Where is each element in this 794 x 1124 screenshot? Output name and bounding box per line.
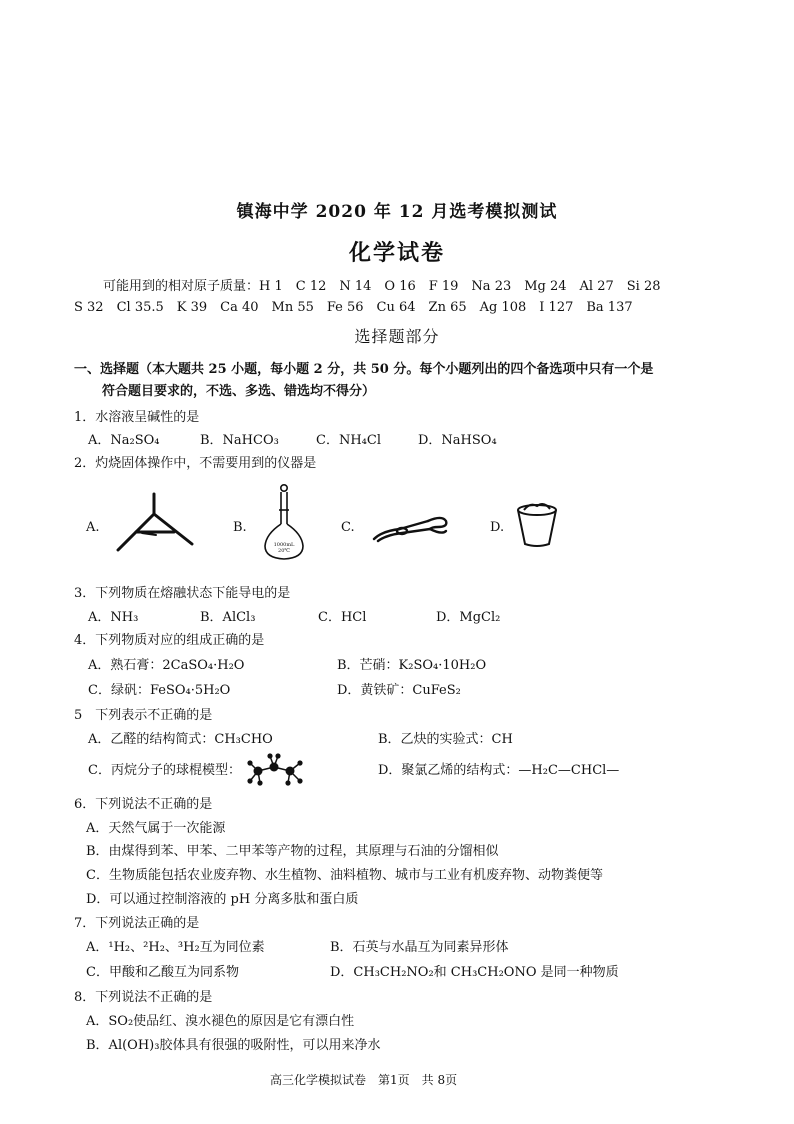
q3-stem: 3．下列物质在熔融状态下能导电的是 bbox=[74, 586, 291, 601]
q8-option-b: B．Al(OH)₃胶体具有很强的吸附性，可以用来净水 bbox=[86, 1038, 381, 1053]
q4-option-d: D．黄铁矿：CuFeS₂ bbox=[337, 683, 461, 698]
q1-option-b: B．NaHCO₃ bbox=[200, 433, 279, 448]
section-title: 选择题部分 bbox=[354, 327, 440, 346]
q2-option-c: C. bbox=[341, 520, 355, 535]
q3-option-b: B．AlCl₃ bbox=[200, 610, 256, 625]
q5-option-a: A．乙醛的结构简式：CH₃CHO bbox=[88, 732, 273, 747]
q4-stem: 4．下列物质对应的组成正确的是 bbox=[74, 633, 265, 648]
q4-option-c: C．绿矾：FeSO₄·5H₂O bbox=[88, 683, 231, 698]
q7-option-b: B．石英与水晶互为同素异形体 bbox=[330, 940, 509, 955]
q3-option-d: D．MgCl₂ bbox=[436, 610, 501, 625]
q6-stem: 6．下列说法不正确的是 bbox=[74, 797, 213, 812]
q7-option-d: D．CH₃CH₂NO₂和 CH₃CH₂ONO 是同一种物质 bbox=[330, 965, 619, 980]
q6-option-d: D．可以通过控制溶液的 pH 分离多肽和蛋白质 bbox=[86, 892, 359, 907]
q7-option-a: A．¹H₂、²H₂、³H₂互为同位素 bbox=[86, 940, 265, 955]
q5-option-b: B．乙炔的实验式：CH bbox=[378, 732, 513, 747]
q1-stem: 1．水溶液呈碱性的是 bbox=[74, 410, 200, 425]
q8-stem: 8．下列说法不正确的是 bbox=[74, 990, 213, 1005]
atomic-mass-line1: 可能用到的相对原子质量：H 1 C 12 N 14 O 16 F 19 Na 23 Mg 24 Al 27 Si 28 bbox=[103, 279, 661, 294]
instructions-line1: 一、选择题（本大题共 25 小题，每小题 2 分，共 50 分。每个小题列出的四个备选项中只有一个是 bbox=[74, 362, 654, 377]
q4-option-b: B．芒硝：K₂SO₄·10H₂O bbox=[337, 658, 487, 673]
q6-option-a: A．天然气属于一次能源 bbox=[86, 821, 226, 836]
q6-option-c: C．生物质能包括农业废弃物、水生植物、油料植物、城市与工业有机废弃物、动物粪便等 bbox=[86, 868, 603, 883]
q1-option-a: A．Na₂SO₄ bbox=[88, 433, 160, 448]
q5-option-d: D．聚氯乙烯的结构式：—H₂C—CHCl— bbox=[378, 763, 620, 778]
q2-stem: 2．灼烧固体操作中，不需要用到的仪器是 bbox=[74, 456, 317, 471]
q2-option-d: D. bbox=[490, 520, 505, 535]
q6-option-b: B．由煤得到苯、甲苯、二甲苯等产物的过程，其原理与石油的分馏相似 bbox=[86, 844, 499, 859]
atomic-mass-line2: S 32 Cl 35.5 K 39 Ca 40 Mn 55 Fe 56 Cu 64 Zn 65 Ag 108 I 127 Ba 137 bbox=[74, 300, 633, 315]
q2-option-b: B. bbox=[233, 520, 247, 535]
q7-option-c: C．甲酸和乙酸互为同系物 bbox=[86, 965, 239, 980]
propane-ball-stick-model bbox=[246, 753, 304, 787]
instructions-line2: 符合题目要求的，不选、多选、错选均不得分） bbox=[102, 384, 376, 399]
q7-stem: 7．下列说法正确的是 bbox=[74, 916, 200, 931]
q8-option-a: A．SO₂使品红、溴水褪色的原因是它有漂白性 bbox=[86, 1014, 355, 1029]
page-footer: 高三化学模拟试卷 第1页 共 8页 bbox=[270, 1073, 458, 1087]
q3-option-a: A．NH₃ bbox=[88, 610, 139, 625]
q5-stem: 5 下列表示不正确的是 bbox=[74, 708, 213, 723]
school-title: 镇海中学 2020 年 12 月选考模拟测试 bbox=[236, 202, 558, 222]
crucible-image bbox=[516, 502, 558, 548]
q2-option-a: A. bbox=[86, 520, 100, 535]
clay-triangle-image bbox=[112, 492, 196, 554]
q1-option-d: D．NaHSO₄ bbox=[418, 433, 497, 448]
q5-option-c: C．丙烷分子的球棍模型： bbox=[88, 763, 241, 778]
crucible-tongs-image bbox=[372, 513, 450, 543]
q4-option-a: A．熟石膏：2CaSO₄·H₂O bbox=[88, 658, 245, 673]
q3-option-c: C．HCl bbox=[318, 610, 367, 625]
flask-label: 1000mL 20℃ bbox=[273, 542, 295, 554]
q1-option-c: C．NH₄Cl bbox=[316, 433, 381, 448]
paper-title: 化学试卷 bbox=[348, 240, 445, 266]
